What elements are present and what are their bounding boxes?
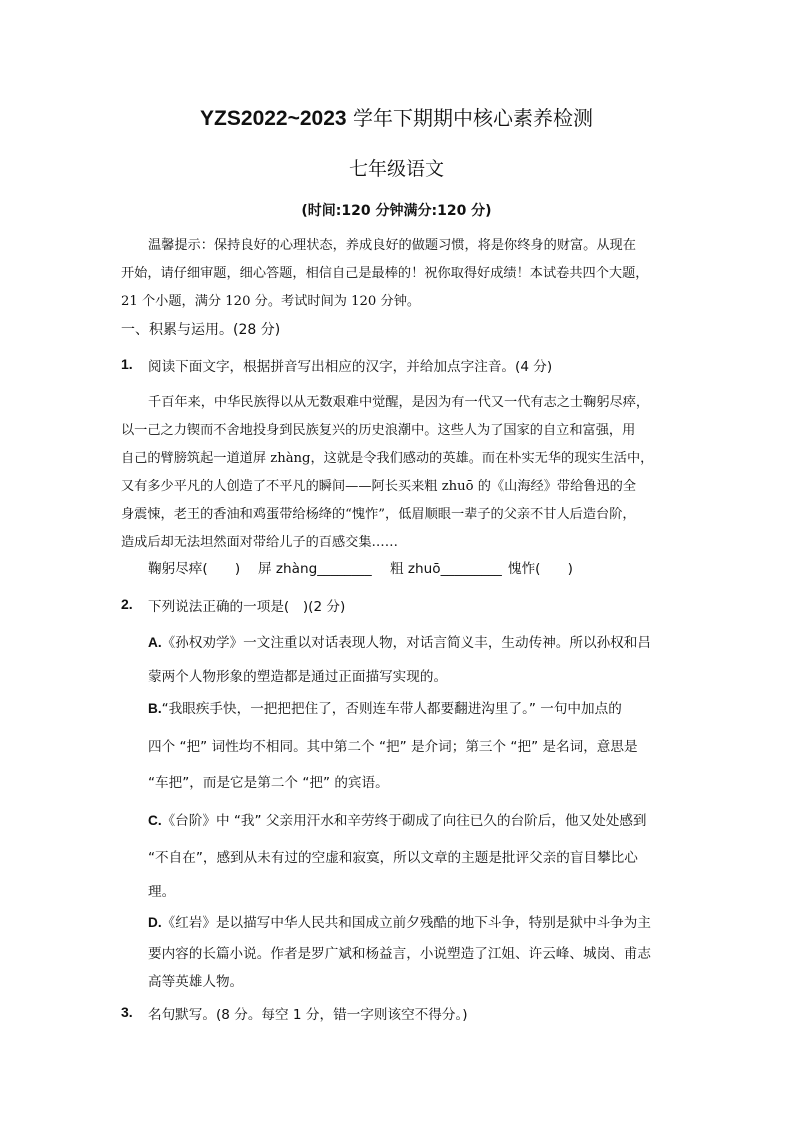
passage-line-3: 自己的臂膀筑起一道道屏 zhàng，这就是令我们感动的英雄。而在朴实无华的现实生活中， <box>121 451 654 466</box>
option-a-letter: A. <box>148 635 162 650</box>
option-c-line-3: 理。 <box>148 884 176 900</box>
passage-line-5: 身震悚，老王的香油和鸡蛋带给杨绛的“愧怍”，低眉顺眼一辈子的父亲不甘人后造台阶， <box>121 507 636 522</box>
blank-2: 屏 zhàng________ <box>258 561 372 577</box>
option-c-letter: C. <box>148 813 162 828</box>
option-a-line-2: 蒙两个人物形象的塑造都是通过正面描写实现的。 <box>148 669 448 685</box>
option-c-line-2: “不自在”，感到从未有过的空虚和寂寞，所以文章的主题是批评父亲的盲目攀比心 <box>148 850 638 866</box>
option-c-line-1 <box>148 809 647 829</box>
question-1-prompt: 阅读下面文字，根据拼音写出相应的汉字，并给加点字注音。(4 分) <box>148 359 553 375</box>
option-b-letter: B. <box>148 701 162 716</box>
option-d-line-2: 要内容的长篇小说。作者是罗广斌和杨益言，小说塑造了江姐、许云峰、城岗、甫志 <box>148 946 651 962</box>
question-number-2: 2. <box>121 596 133 612</box>
exam-title-text: 学年下期期中核心素养检测 <box>346 106 593 130</box>
tips-line-1: 温馨提示：保持良好的心理状态，养成良好的做题习惯，将是你终身的财富。从现在 <box>148 238 636 253</box>
exam-subtitle: 七年级语文 <box>348 158 444 180</box>
option-a-line-1 <box>148 631 651 651</box>
time-info: (时间:120 分钟满分:120 分) <box>301 203 492 219</box>
question-2-prompt: 下列说法正确的一项是( )(2 分) <box>148 599 346 615</box>
tips-line-2: 开始，请仔细审题，细心答题，相信自己是最棒的！祝你取得好成绩！本试卷共四个大题， <box>121 266 649 281</box>
option-d-line-1 <box>148 911 651 931</box>
passage-line-1: 千百年来，中华民族得以从无数艰难中觉醒，是因为有一代又一代有志之士鞠躬尽瘁， <box>148 395 650 410</box>
blank-1: 鞠躬尽瘁( ) <box>148 561 241 577</box>
tips-line-3: 21 个小题，满分 120 分。考试时间为 120 分钟。 <box>121 294 421 309</box>
exam-title-code: YZS2022~2023 <box>200 107 347 130</box>
passage-line-4: 又有多少平凡的人创造了不平凡的瞬间——阿长买来粗 zhuō 的《山海经》带给鲁迅的全 <box>121 479 637 494</box>
passage-line-2: 以一己之力锲而不舍地投身到民族复兴的历史浪潮中。这些人为了国家的自立和富强，用 <box>121 423 636 438</box>
option-c-text-1: 《台阶》中 “我” 父亲用汗水和辛劳终于砌成了向往已久的台阶后，他又处处感到 <box>161 813 647 829</box>
question-3-prompt: 名句默写。(8 分。每空 1 分，错一字则该空不得分。) <box>148 1007 468 1023</box>
option-d-letter: D. <box>148 915 162 930</box>
passage-line-6: 造成后却无法坦然面对带给儿子的百感交集…… <box>121 535 398 550</box>
blank-3: 粗 zhuō_________ <box>390 561 502 577</box>
option-b-line-3: “车把”，而是它是第二个 “把” 的宾语。 <box>148 775 389 791</box>
question-number-1: 1. <box>121 356 133 372</box>
blank-4: 愧怍( ) <box>508 561 573 577</box>
option-b-line-2: 四个 “把” 词性均不相同。其中第二个 “把” 是介词；第三个 “把” 是名词，意思是 <box>148 739 638 755</box>
option-d-line-3: 高等英雄人物。 <box>148 974 244 990</box>
exam-title <box>0 102 793 131</box>
question-number-3: 3. <box>121 1004 133 1020</box>
section-heading-1: 一、积累与运用。(28 分) <box>121 322 281 338</box>
option-b-text-1: “我眼疾手快，一把把把住了，否则连车带人都要翻进沟里了。” 一句中加点的 <box>161 701 622 717</box>
option-b-line-1 <box>148 697 622 717</box>
option-d-text-1: 《红岩》是以描写中华人民共和国成立前夕残酷的地下斗争，特别是狱中斗争为主 <box>161 915 651 931</box>
option-a-text-1: 《孙权劝学》一文注重以对话表现人物，对话言简义丰，生动传神。所以孙权和吕 <box>161 635 651 651</box>
